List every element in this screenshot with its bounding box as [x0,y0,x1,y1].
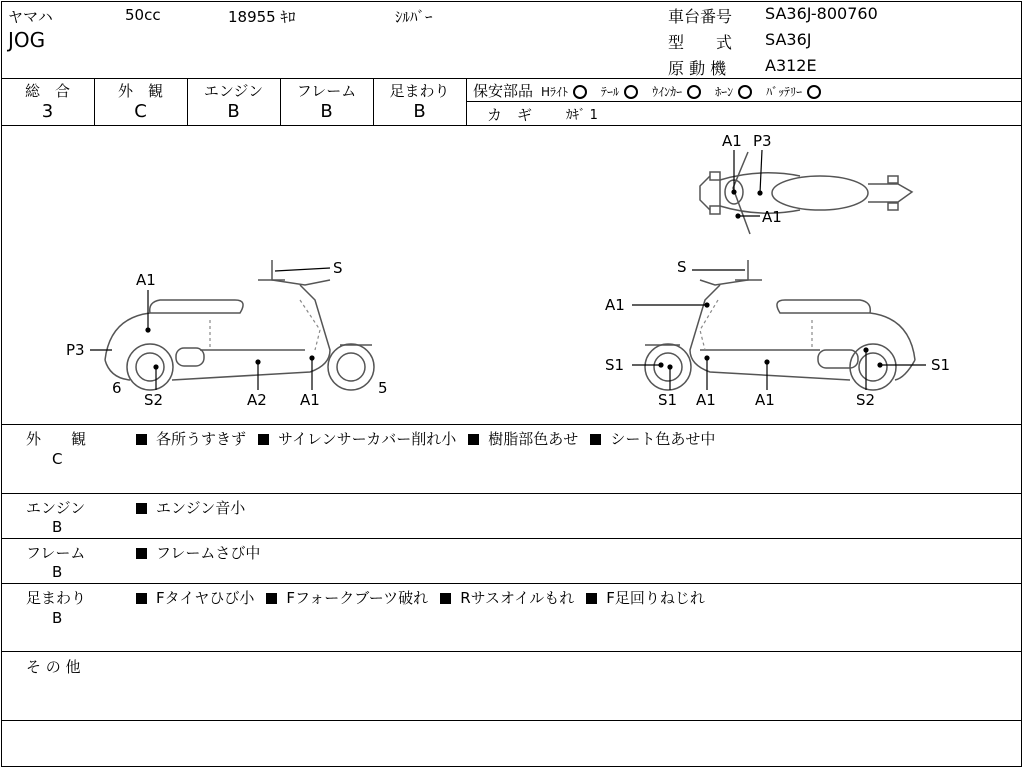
remark-suspension-grade: B [52,609,63,627]
top-label-a1-2: A1 [762,208,782,226]
top-label-a1: A1 [722,132,742,150]
safety-winker: ｳｲﾝｶｰ [652,85,683,99]
left-label-a2: A2 [247,391,267,409]
grade-total-label: 総 合 [24,82,70,100]
mileage: 18955 ｷﾛ [228,8,296,26]
grade-exterior-value: C [134,101,147,122]
defect-item: サイレンサーカバー削れ小 [278,430,457,448]
grade-exterior-label: 外 観 [117,82,163,100]
remark-frame-defects [136,542,272,563]
safety-battery: ﾊﾞｯﾃﾘｰ [766,85,803,99]
defect-item: F足回りねじれ [606,589,705,607]
right-label-s1-3: S1 [658,391,678,409]
ok-circle-icon [738,85,752,99]
defect-item: 樹脂部色あせ [488,430,579,448]
grade-row-top-line [1,78,1022,79]
key-label: カ ギ [487,106,533,124]
frame-no: SA36J-800760 [765,4,878,23]
right-label-a1-2: A1 [696,391,716,409]
engine-code-label: 原 動 機 [668,59,727,78]
grade-engine-value: B [227,101,240,122]
color: ｼﾙﾊﾞｰ [395,8,433,26]
bullet-icon [258,434,269,445]
remarks-divider [1,583,1022,584]
left-label-s2: S2 [144,391,164,409]
remarks-divider [1,720,1022,721]
defect-item: 各所うすきず [156,430,247,448]
defect-item: フレームさび中 [156,544,261,562]
remark-engine-label: エンジン [26,499,86,517]
frame-no-label: 車台番号 [668,7,733,26]
model-code-label: 型 式 [668,33,733,52]
remark-exterior-defects [136,428,727,449]
right-label-s2: S2 [856,391,876,409]
bullet-icon [586,593,597,604]
grade-total-value: 3 [41,101,54,122]
ok-circle-icon [807,85,821,99]
defect-item: Rサスオイルもれ [460,589,575,607]
grade-divider [466,78,467,125]
defect-item: Fタイヤひび小 [156,589,255,607]
ok-circle-icon [624,85,638,99]
remarks-divider [1,493,1022,494]
remarks-divider [1,538,1022,539]
grade-frame-label: フレーム [296,82,357,100]
bullet-icon [136,503,147,514]
safety-headlight: Hﾗｲﾄ [541,85,569,99]
bullet-icon [136,548,147,559]
bullet-icon [136,593,147,604]
displacement: 50cc [125,6,161,24]
safety-title: 保安部品 [473,82,534,100]
model-code: SA36J [765,30,812,49]
bullet-icon [590,434,601,445]
right-label-s1: S1 [605,356,625,374]
remark-other-label: そ の 他 [26,658,81,676]
remark-frame-label: フレーム [26,544,86,562]
grade-suspension-value: B [413,101,426,122]
defect-item: エンジン音小 [156,499,246,517]
bullet-icon [266,593,277,604]
remark-frame-grade: B [52,563,63,581]
top-label-p3: P3 [753,132,772,150]
safety-tail: ﾃｰﾙ [601,85,620,99]
left-label-5: 5 [378,379,388,397]
remark-suspension-label: 足まわり [26,589,87,607]
safety-row-divider [467,101,1022,102]
left-label-s: S [333,259,343,277]
right-side-scooter-drawing [645,260,915,390]
ok-circle-icon [687,85,701,99]
ok-circle-icon [573,85,587,99]
defect-item: シート色あせ中 [610,430,716,448]
left-label-a1: A1 [136,271,156,289]
safety-parts [473,80,821,101]
maker-name: ヤマハ [8,8,53,26]
grade-suspension-label: 足まわり [389,82,450,100]
bullet-icon [468,434,479,445]
model-name: JOG [8,28,46,52]
left-label-a1-2: A1 [300,391,320,409]
remarks-divider [1,651,1022,652]
engine-code: A312E [765,56,817,75]
left-label-p3: P3 [66,341,85,359]
diagram-bottom-line [1,424,1022,425]
damage-diagram [0,126,1022,424]
right-label-s: S [677,258,687,276]
remark-exterior-label: 外 観 [26,430,87,448]
defect-item: Fフォークブーツ破れ [286,589,429,607]
key-value: ｶｷﾞ 1 [566,108,598,123]
bullet-icon [440,593,451,604]
grade-frame-value: B [320,101,333,122]
grade-engine-label: エンジン [203,82,264,100]
right-label-s1-2: S1 [931,356,951,374]
remark-exterior-grade: C [52,450,63,468]
right-label-a1-3: A1 [755,391,775,409]
right-label-a1: A1 [605,296,625,314]
remark-engine-grade: B [52,518,63,536]
remark-engine-defects [136,497,257,518]
remark-suspension-defects [136,587,717,608]
left-label-6: 6 [112,379,122,397]
bullet-icon [136,434,147,445]
safety-horn: ﾎｰﾝ [715,85,734,99]
